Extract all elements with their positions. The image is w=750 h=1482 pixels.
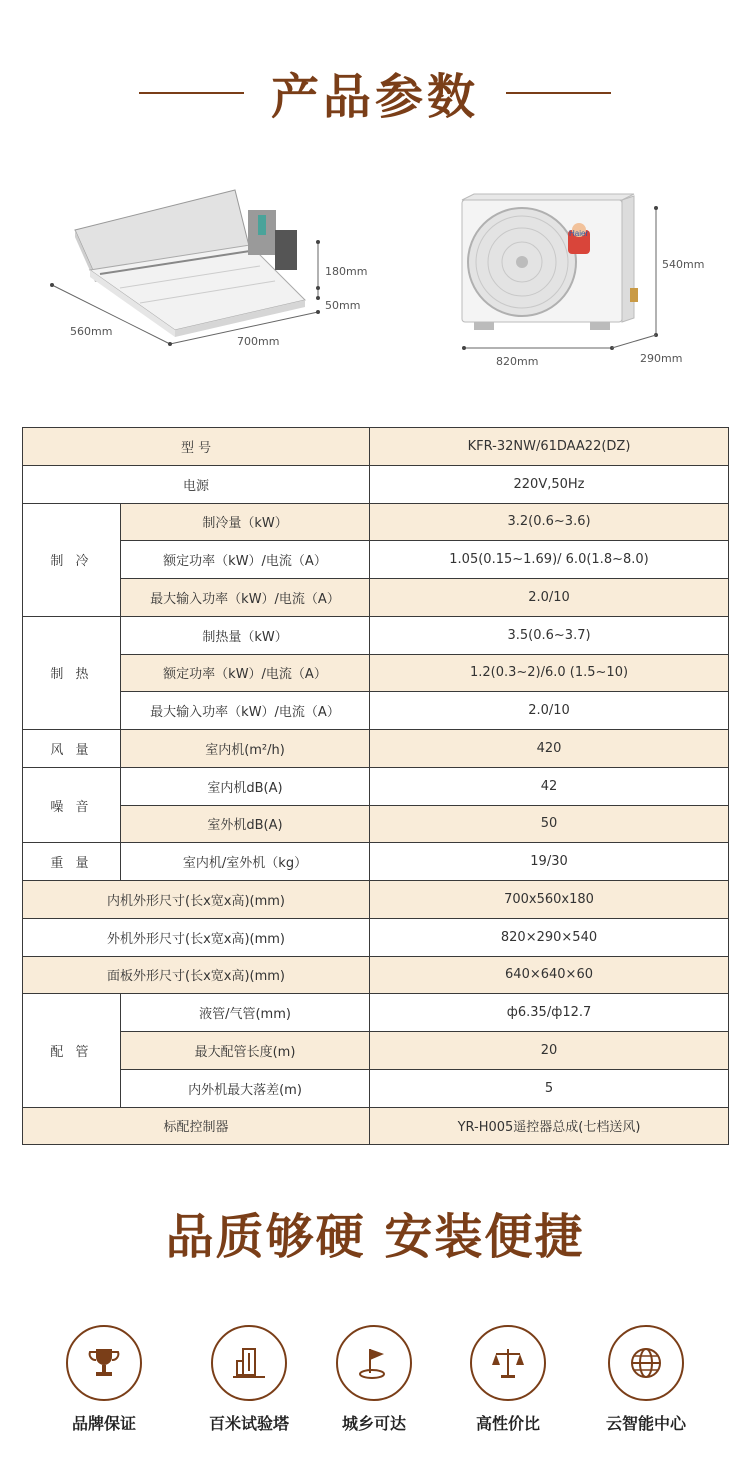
table-row (23, 843, 729, 881)
dim-indoor-width: 700mm (237, 335, 280, 348)
spec-group: 制 热 (23, 616, 121, 729)
product-images (0, 170, 750, 390)
feature-value (448, 1325, 568, 1434)
spec-label: 最大配管长度(m) (121, 1032, 370, 1070)
spec-value: 3.2(0.6~3.6) (370, 503, 729, 541)
spec-group: 重 量 (23, 843, 121, 881)
spec-label: 制冷量（kW） (121, 503, 370, 541)
table-row (23, 994, 729, 1032)
spec-label: 型 号 (23, 428, 370, 466)
dim-outdoor-width: 820mm (496, 355, 539, 368)
globe-icon (608, 1325, 684, 1401)
spec-label: 室内机dB(A) (121, 767, 370, 805)
spec-value: KFR-32NW/61DAA22(DZ) (370, 428, 729, 466)
title-right-line (506, 92, 611, 94)
spec-value: 700x560x180 (370, 881, 729, 919)
spec-value: 2.0/10 (370, 579, 729, 617)
spec-value: 2.0/10 (370, 692, 729, 730)
spec-label: 额定功率（kW）/电流（A） (121, 541, 370, 579)
spec-label: 内外机最大落差(m) (121, 1069, 370, 1107)
table-row (23, 805, 729, 843)
spec-label: 内机外形尺寸(长x宽x高)(mm) (23, 881, 370, 919)
feature-label: 云智能中心 (605, 1414, 686, 1433)
dim-indoor-depth: 560mm (70, 325, 113, 338)
spec-value: 19/30 (370, 843, 729, 881)
spec-value: 3.5(0.6~3.7) (370, 616, 729, 654)
spec-value: 5 (370, 1069, 729, 1107)
spec-value: YR-H005遥控器总成(七档送风) (370, 1107, 729, 1145)
indoor-unit-image (75, 190, 305, 337)
spec-label: 制热量（kW） (121, 616, 370, 654)
table-row (23, 918, 729, 956)
section-title-quality: 品质够硬 安装便捷 (165, 1209, 585, 1265)
table-row (23, 767, 729, 805)
spec-label: 面板外形尺寸(长x宽x高)(mm) (23, 956, 370, 994)
brand-logo: Haier (569, 229, 589, 238)
spec-value: 420 (370, 730, 729, 768)
tower-icon (211, 1325, 287, 1401)
feature-label: 品牌保证 (71, 1414, 136, 1433)
spec-group: 风 量 (23, 730, 121, 768)
spec-group: 噪 音 (23, 767, 121, 843)
table-row (23, 428, 729, 466)
feature-label: 城乡可达 (341, 1414, 406, 1433)
product-drawing (0, 170, 750, 390)
dim-outdoor-height: 540mm (662, 258, 705, 271)
spec-label: 额定功率（kW）/电流（A） (121, 654, 370, 692)
table-row (23, 503, 729, 541)
spec-value: 50 (370, 805, 729, 843)
spec-value: 1.05(0.15~1.69)/ 6.0(1.8~8.0) (370, 541, 729, 579)
table-row (23, 1069, 729, 1107)
table-row (23, 654, 729, 692)
table-row (23, 692, 729, 730)
flag-icon (336, 1325, 412, 1401)
section-title-params (0, 58, 750, 127)
feature-tower (189, 1325, 309, 1434)
table-row (23, 881, 729, 919)
trophy-icon (66, 1325, 142, 1401)
spec-group: 配 管 (23, 994, 121, 1107)
spec-label: 室内机/室外机（kg） (121, 843, 370, 881)
spec-table (22, 427, 729, 1145)
spec-label: 最大输入功率（kW）/电流（A） (121, 579, 370, 617)
table-row (23, 1032, 729, 1070)
spec-value: 42 (370, 767, 729, 805)
outdoor-unit-image (462, 194, 638, 330)
spec-label: 液管/气管(mm) (121, 994, 370, 1032)
feature-reach (314, 1325, 434, 1434)
spec-group: 制 冷 (23, 503, 121, 616)
table-row (23, 465, 729, 503)
feature-icons (0, 1325, 750, 1445)
table-row (23, 730, 729, 768)
feature-label: 高性价比 (475, 1414, 540, 1433)
spec-label: 外机外形尺寸(长x宽x高)(mm) (23, 918, 370, 956)
spec-value: 220V,50Hz (370, 465, 729, 503)
spec-value: 820×290×540 (370, 918, 729, 956)
scale-icon (470, 1325, 546, 1401)
spec-value: ф6.35/ф12.7 (370, 994, 729, 1032)
spec-label: 电源 (23, 465, 370, 503)
spec-label: 最大输入功率（kW）/电流（A） (121, 692, 370, 730)
spec-value: 640×640×60 (370, 956, 729, 994)
feature-cloud (586, 1325, 706, 1434)
title-left-line (139, 92, 244, 94)
table-row (23, 541, 729, 579)
spec-value: 1.2(0.3~2)/6.0 (1.5~10) (370, 654, 729, 692)
table-row (23, 579, 729, 617)
dim-outdoor-depth: 290mm (640, 352, 683, 365)
spec-label: 室内机(m²/h) (121, 730, 370, 768)
table-row (23, 956, 729, 994)
feature-brand (44, 1325, 164, 1434)
table-row (23, 1107, 729, 1145)
dim-indoor-panel: 50mm (325, 299, 361, 312)
page-title: 产品参数 (270, 69, 479, 125)
table-row (23, 616, 729, 654)
dim-indoor-height: 180mm (325, 265, 368, 278)
spec-value: 20 (370, 1032, 729, 1070)
spec-label: 室外机dB(A) (121, 805, 370, 843)
feature-label: 百米试验塔 (208, 1414, 289, 1433)
spec-label: 标配控制器 (23, 1107, 370, 1145)
